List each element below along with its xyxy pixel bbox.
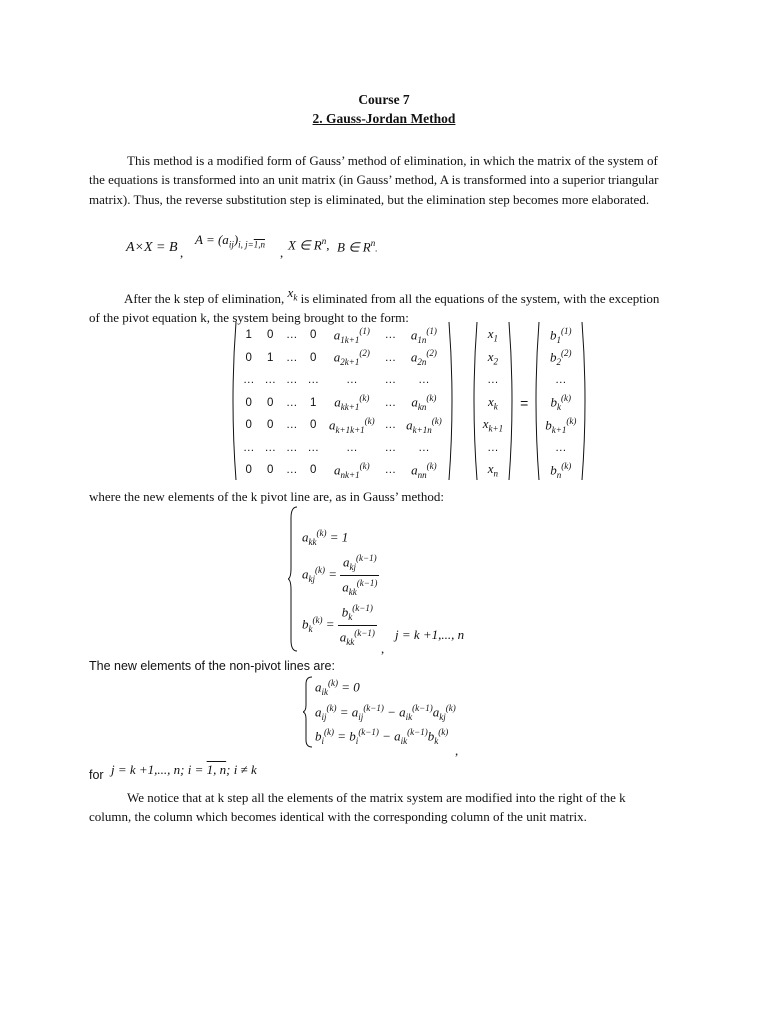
left-brace-icon-2 xyxy=(303,676,313,748)
xk-symbol: $x_k$ xyxy=(287,285,298,303)
matrix-cell: … xyxy=(384,419,397,431)
nonpivot-eq-2: $a_{ij}^{(k)} = a_{ij}^{(k-1)} - a_{ik}^{(k-1)}a_{kj}^{(k)}$ xyxy=(315,703,456,722)
matrix-cell: 1 xyxy=(245,329,252,341)
pivot-eq-3: $b_k^{(k)}$ = $\frac{b_k^{(k-1)}}{a_{kk}^{(k-1)}}$ xyxy=(302,603,375,647)
b-vector-entry: $b_{k+1}^{(k)}$ xyxy=(545,415,577,435)
matrix-cell: … xyxy=(286,419,298,431)
matrix-cell: 1 xyxy=(267,351,274,364)
equals-sign: = xyxy=(520,394,529,411)
b-vector-entry: $b_1^{(1)}$ xyxy=(550,325,572,345)
x-vector-entry: $x_k$ xyxy=(488,393,498,412)
matrix-cell: … xyxy=(384,374,397,386)
matrix-row xyxy=(238,346,447,369)
matrix-cell: … xyxy=(307,374,319,386)
matrix-cell: … xyxy=(418,441,430,454)
x-vector-entry: $x_n$ xyxy=(487,461,499,479)
matrix-cell: $a_{1n}^{(1)}$ xyxy=(410,325,437,345)
matrix-row xyxy=(238,324,447,347)
matrix-cell: 0 xyxy=(245,396,252,409)
right-paren-icon xyxy=(448,321,456,481)
matrix-row xyxy=(238,391,447,414)
matrix-cell: 0 xyxy=(267,396,274,409)
matrix-row xyxy=(238,414,447,437)
matrix-cell: $a_{2k+1}^{(2)}$ xyxy=(333,348,370,367)
eq-system: A×X = B xyxy=(126,240,178,255)
matrix-cell: … xyxy=(286,351,298,364)
b-vector-entry: … xyxy=(555,374,567,386)
b-vector xyxy=(541,324,580,482)
eq-matrix-def: $A = (a_{ij})_{i, j=1,n}$ xyxy=(195,232,265,250)
intro-paragraph: This method is a modified form of Gauss’ method of elimination, in which the matrix of the system of the equations is transformed into an unit matrix (in Gauss’ method, A is transformed into a superior triangular matrix). Thus, the reverse substitution step is eliminated, but the elimination step becomes more elaborated. xyxy=(89,153,659,207)
matrix-cell: 0 xyxy=(245,464,252,476)
matrix-cell: … xyxy=(286,441,298,454)
matrix-cell: $a_{k+1k+1}^{(k)}$ xyxy=(329,415,375,435)
eq-x-domain: X ∈ $R^n$, xyxy=(288,236,330,253)
matrix-cell: $a_{k+1n}^{(k)}$ xyxy=(406,415,442,435)
matrix-cell: … xyxy=(384,329,397,341)
b-vector-entry: $b_k^{(k)}$ xyxy=(550,393,572,412)
page-title xyxy=(0,111,768,127)
matrix-cell: $a_{kk+1}^{(k)}$ xyxy=(334,393,370,412)
b-vector-entry: $b_n^{(k)}$ xyxy=(550,460,572,480)
eq-comma-2: , xyxy=(280,245,284,260)
matrix-cell: … xyxy=(418,374,430,386)
left-paren-icon xyxy=(229,321,237,481)
conclusion-paragraph: We notice that at k step all the elements of the matrix system are modified into the right of the k column, the column which becomes identical with the corresponding column of the unit matrix. xyxy=(89,790,626,825)
matrix-cell: … xyxy=(384,441,397,454)
matrix-cell: $a_{2n}^{(2)}$ xyxy=(410,348,437,367)
eq-b-domain: B ∈ $R^n$. xyxy=(337,238,378,255)
x-vector-entry: … xyxy=(487,441,499,454)
pivot-intro: where the new elements of the k pivot line are, as in Gauss’ method: xyxy=(89,489,444,504)
matrix-cell: $a_{nn}^{(k)}$ xyxy=(411,460,437,480)
matrix-cell: … xyxy=(264,441,276,454)
matrix-cell: 0 xyxy=(245,419,252,431)
matrix-cell: 0 xyxy=(310,351,317,364)
matrix-row xyxy=(238,436,447,459)
x-vector-entry: $x_2$ xyxy=(487,348,499,367)
pivot-eq-1: $a_{kk}^{(k)} = 1$ xyxy=(302,528,349,547)
matrix-row xyxy=(238,459,447,482)
matrix-cell: 0 xyxy=(267,329,274,341)
b-vector-entry: $b_2^{(2)}$ xyxy=(550,348,572,367)
pivot-comma: , xyxy=(381,641,385,656)
matrix-cell: … xyxy=(286,329,298,341)
pivot-eq-2: $a_{kj}^{(k)}$ = $\frac{a_{kj}^{(k-1)}}{a_{kk}^{(k-1)}}$ xyxy=(302,553,378,597)
elimination-paragraph: After the k step of elimination, $x_k$ is eliminated from all the equations of the system, with the exception of the pivot equation k, the system being brought to the form: xyxy=(89,285,660,326)
matrix-cell: … xyxy=(286,464,298,476)
eq-comma-1: , xyxy=(180,245,184,260)
left-brace-icon xyxy=(288,506,298,652)
matrix-cell: … xyxy=(243,441,255,454)
matrix-cell: 0 xyxy=(245,351,252,364)
x-vector-entry: $x_{k+1}$ xyxy=(482,416,504,434)
coefficient-matrix xyxy=(238,324,447,482)
matrix-cell: 0 xyxy=(310,419,317,431)
matrix-cell: $a_{nk+1}^{(k)}$ xyxy=(334,460,370,480)
matrix-cell: … xyxy=(286,374,298,386)
matrix-cell: … xyxy=(384,351,397,364)
matrix-cell: 0 xyxy=(310,464,317,476)
pivot-range: j = k +1,..., n xyxy=(395,627,465,642)
b-vector-entry: … xyxy=(555,441,567,454)
matrix-cell: … xyxy=(384,396,397,409)
matrix-cell: … xyxy=(346,441,358,454)
nonpivot-intro: The new elements of the non-pivot lines are: xyxy=(89,659,335,673)
nonpivot-eq-1: $a_{ik}^{(k)} = 0$ xyxy=(315,678,360,697)
x-vector xyxy=(479,324,507,482)
nonpivot-comma: , xyxy=(455,743,459,758)
matrix-row xyxy=(238,369,447,392)
matrix-cell: $a_{kn}^{(k)}$ xyxy=(411,393,437,412)
for-label: for xyxy=(89,768,104,782)
matrix-cell: 1 xyxy=(310,396,317,409)
x-vector-entry: … xyxy=(487,374,499,386)
matrix-cell: 0 xyxy=(267,464,274,476)
matrix-cell: … xyxy=(384,464,397,476)
matrix-cell: … xyxy=(346,374,358,386)
system-matrix-equation xyxy=(228,320,590,485)
course-label: Course 7 xyxy=(358,92,410,107)
matrix-cell: $a_{1k+1}^{(1)}$ xyxy=(333,325,370,345)
page-title-text: 2. Gauss-Jordan Method xyxy=(312,111,456,126)
matrix-cell: … xyxy=(286,396,298,409)
nonpivot-eq-3: $b_i^{(k)} = b_i^{(k-1)} - a_{ik}^{(k-1)}b_k^{(k)}$ xyxy=(315,727,449,746)
matrix-cell: 0 xyxy=(310,329,317,341)
matrix-cell: 0 xyxy=(267,419,274,431)
nonpivot-range: j = k +1,..., n; i = 1, n; i ≠ k xyxy=(111,762,257,777)
x-vector-entry: $x_1$ xyxy=(487,326,499,344)
matrix-cell: … xyxy=(307,441,319,454)
matrix-cell: … xyxy=(264,374,276,386)
matrix-cell: … xyxy=(243,374,255,386)
